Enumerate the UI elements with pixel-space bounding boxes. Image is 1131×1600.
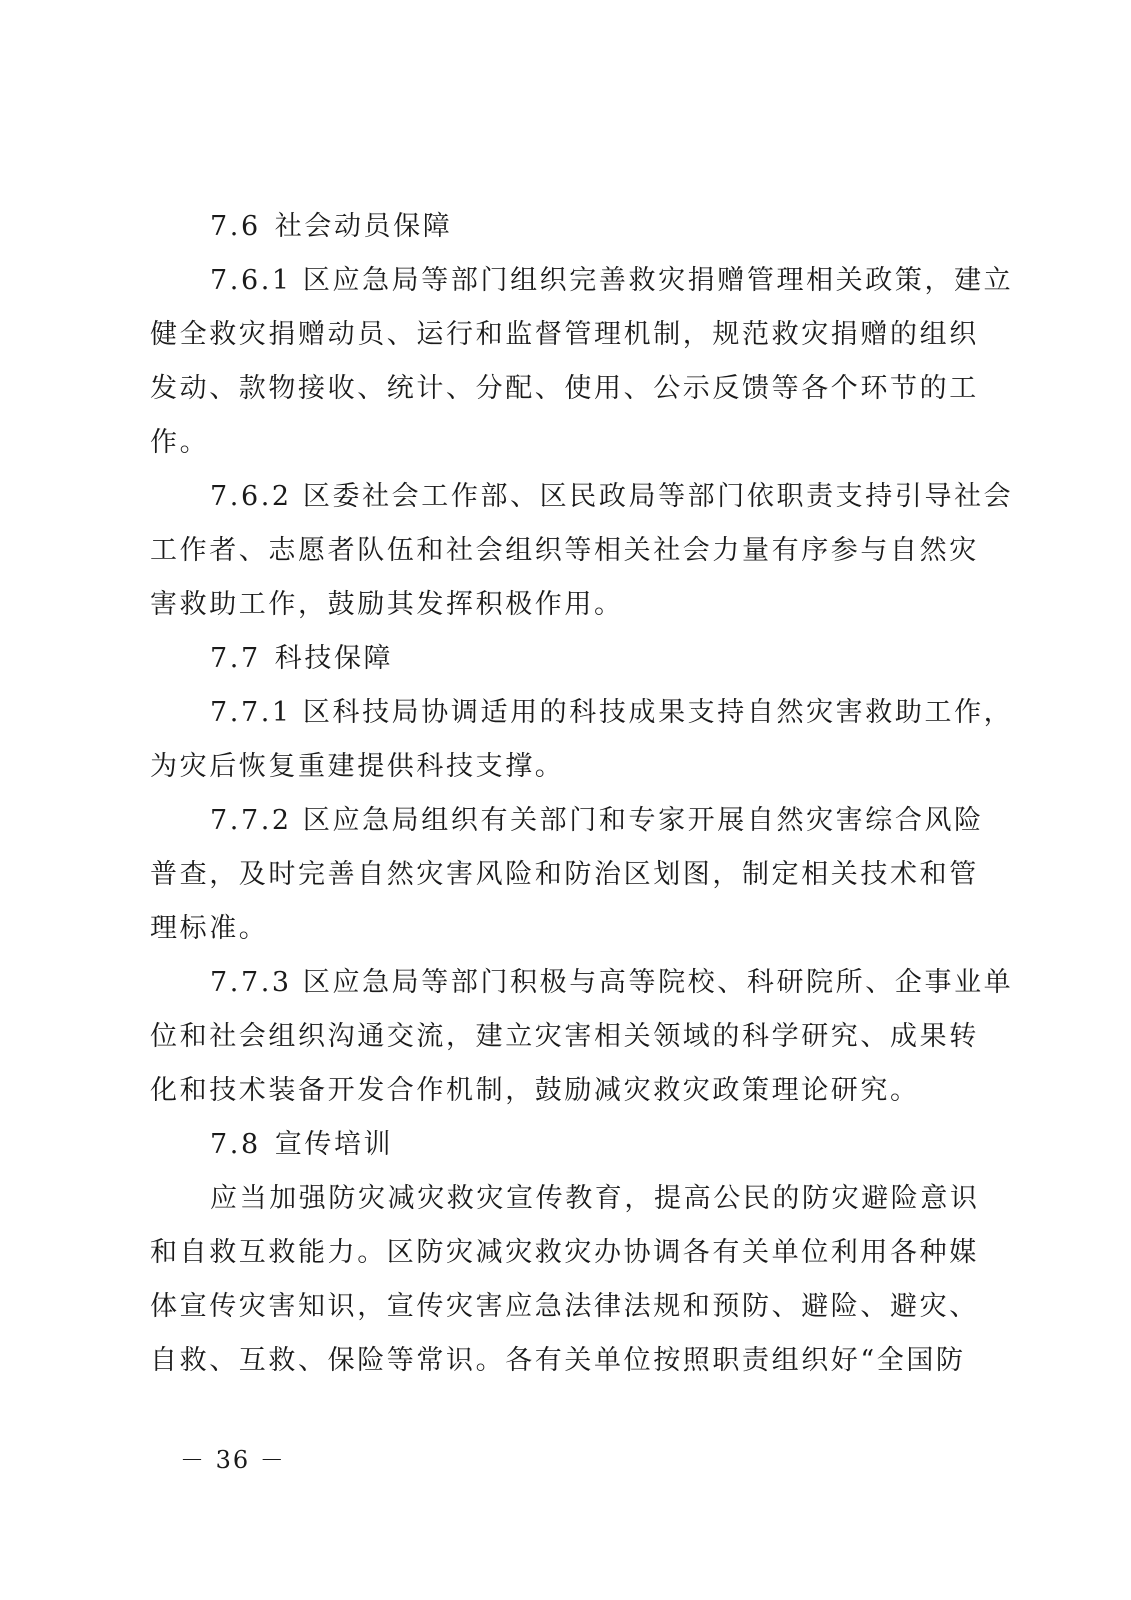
paragraph-line: 7.6.1 区应急局等部门组织完善救灾捐赠管理相关政策，建立 [210, 265, 1014, 296]
section-title: 社会动员保障 [274, 211, 453, 242]
paragraph-line: 工作者、志愿者队伍和社会组织等相关社会力量有序参与自然灾 [150, 535, 979, 566]
section-number: 7.8 [210, 1129, 261, 1160]
paragraph-line: 普查，及时完善自然灾害风险和防治区划图，制定相关技术和管 [150, 859, 979, 890]
paragraph-line: 位和社会组织沟通交流，建立灾害相关领域的科学研究、成果转 [150, 1021, 979, 1052]
paragraph [150, 470, 1014, 632]
section-heading [150, 1118, 980, 1172]
paragraph-line: 理标准。 [150, 913, 269, 944]
paragraph-line: 应当加强防灾减灾救灾宣传教育，提高公民的防灾避险意识 [210, 1183, 980, 1214]
section-number: 7.7 [210, 643, 261, 674]
paragraph-line: 作。 [150, 427, 210, 458]
section-title: 科技保障 [274, 643, 394, 674]
section-heading [150, 632, 980, 686]
paragraph-line: 害救助工作，鼓励其发挥积极作用。 [150, 589, 624, 620]
paragraph-line: 体宣传灾害知识，宣传灾害应急法律法规和预防、避险、避灾、 [150, 1291, 979, 1322]
paragraph-line: 健全救灾捐赠动员、运行和监督管理机制，规范救灾捐赠的组织 [150, 319, 979, 350]
paragraph [150, 794, 984, 956]
paragraph-line: 自救、互救、保险等常识。各有关单位按照职责组织好“全国防 [150, 1345, 966, 1376]
paragraph-line: 7.7.2 区应急局组织有关部门和专家开展自然灾害综合风险 [210, 805, 984, 836]
section-heading [150, 200, 980, 254]
paragraph-line: 7.6.2 区委社会工作部、区民政局等部门依职责支持引导社会 [210, 481, 1014, 512]
paragraph [150, 1172, 980, 1388]
paragraph [150, 254, 1014, 470]
paragraph-line: 为灾后恢复重建提供科技支撑。 [150, 751, 565, 782]
paragraph-line: 和自救互救能力。区防灾减灾救灾办协调各有关单位利用各种媒 [150, 1237, 979, 1268]
section-number: 7.6 [210, 211, 261, 242]
paragraph [150, 686, 1014, 794]
page-number: － 36 － [180, 1446, 286, 1474]
paragraph-line: 化和技术装备开发合作机制，鼓励减灾救灾政策理论研究。 [150, 1075, 920, 1106]
paragraph-line: 发动、款物接收、统计、分配、使用、公示反馈等各个环节的工 [150, 373, 979, 404]
section-title: 宣传培训 [274, 1129, 394, 1160]
paragraph [150, 956, 1014, 1118]
paragraph-line: 7.7.1 区科技局协调适用的科技成果支持自然灾害救助工作， [210, 697, 1014, 728]
paragraph-line: 7.7.3 区应急局等部门积极与高等院校、科研院所、企事业单 [210, 967, 1014, 998]
document-body [150, 200, 1014, 1388]
